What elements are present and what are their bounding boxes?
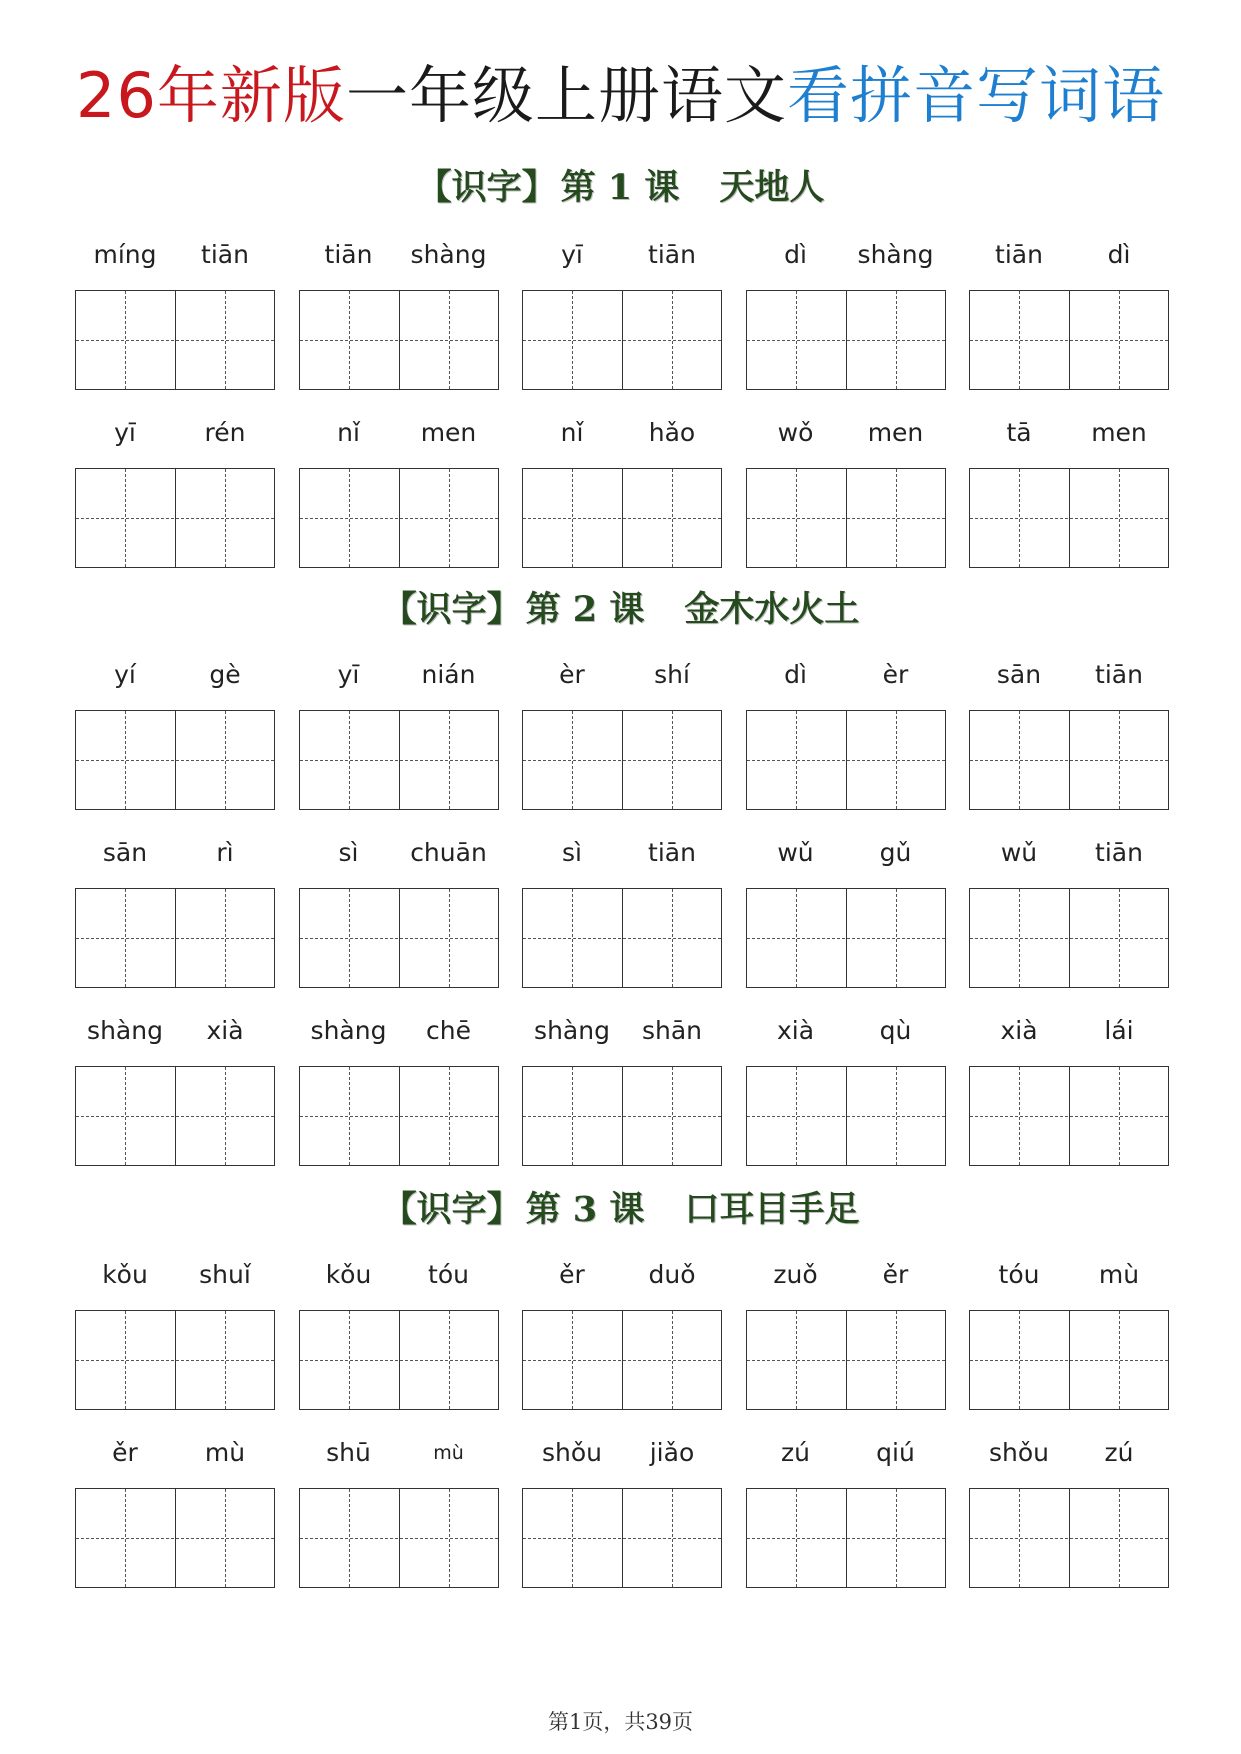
pinyin-label: tiān: [201, 240, 249, 269]
pinyin-label: tiān: [1095, 660, 1143, 689]
pinyin-label: gǔ: [879, 838, 912, 867]
pinyin-label: dì: [784, 660, 807, 689]
tianzige-box[interactable]: [746, 710, 946, 810]
pinyin-label: shàng: [410, 240, 487, 269]
word-cell: [522, 1016, 722, 1166]
tianzige-box[interactable]: [299, 1488, 499, 1588]
tianzige-box[interactable]: [299, 710, 499, 810]
box-guide-line: [523, 1538, 721, 1539]
word-cell: [299, 838, 499, 988]
word-cell: [746, 838, 946, 988]
pinyin-label: sì: [338, 838, 359, 867]
box-guide-line: [523, 1360, 721, 1361]
word-cell: [75, 1260, 275, 1410]
box-guide-line: [300, 760, 498, 761]
tianzige-box[interactable]: [299, 468, 499, 568]
box-guide-line: [523, 938, 721, 939]
pinyin-label: shàng: [87, 1016, 163, 1045]
tianzige-box[interactable]: [299, 290, 499, 390]
box-guide-line: [300, 518, 498, 519]
pinyin-label: yī: [337, 660, 360, 689]
word-cell: [746, 1016, 946, 1166]
pinyin-label: rì: [216, 838, 234, 867]
word-cell: [522, 240, 722, 390]
pinyin-label: shuǐ: [199, 1260, 251, 1289]
tianzige-box[interactable]: [299, 1066, 499, 1166]
box-guide-line: [300, 1360, 498, 1361]
pinyin-label: nián: [421, 660, 476, 689]
word-cell: [969, 838, 1169, 988]
box-guide-line: [523, 760, 721, 761]
lesson-heading-1: [0, 166, 1241, 210]
title-part-red: 26年新版: [76, 59, 346, 132]
pinyin-label: ěr: [882, 1260, 909, 1289]
tianzige-box[interactable]: [522, 888, 722, 988]
pinyin-label: zuǒ: [773, 1260, 818, 1289]
word-cell: [969, 660, 1169, 810]
pinyin-label: yī: [561, 240, 583, 269]
pinyin-label: tóu: [998, 1260, 1040, 1289]
pinyin-label: men: [420, 418, 477, 447]
pinyin-label: dì: [1107, 240, 1131, 269]
box-guide-line: [300, 1116, 498, 1117]
word-cell: [522, 838, 722, 988]
box-guide-line: [970, 1360, 1168, 1361]
word-cell: [299, 660, 499, 810]
pinyin-label: mù: [1098, 1260, 1140, 1289]
lesson-name: 天地人: [719, 167, 825, 208]
tianzige-box[interactable]: [969, 888, 1169, 988]
lesson-heading-2: [0, 588, 1241, 632]
pinyin-label: tiān: [995, 240, 1043, 269]
box-guide-line: [76, 518, 274, 519]
box-guide-line: [76, 1538, 274, 1539]
pinyin-label: dì: [784, 240, 807, 269]
pinyin-label: rén: [204, 418, 246, 447]
pinyin-label: èr: [882, 660, 909, 689]
pinyin-label: xià: [776, 1016, 815, 1045]
word-cell: [522, 418, 722, 568]
pinyin-label: mù: [433, 1442, 464, 1464]
word-cell: [969, 1438, 1169, 1588]
word-cell: [75, 838, 275, 988]
tianzige-box[interactable]: [746, 888, 946, 988]
box-guide-line: [970, 760, 1168, 761]
box-guide-line: [970, 340, 1168, 341]
box-guide-line: [300, 938, 498, 939]
pinyin-label: xià: [1000, 1016, 1038, 1045]
pinyin-label: sān: [102, 838, 148, 867]
word-cell: [746, 660, 946, 810]
tianzige-box[interactable]: [522, 468, 722, 568]
pinyin-label: shàng: [310, 1016, 387, 1045]
box-guide-line: [970, 938, 1168, 939]
pinyin-label: sān: [996, 660, 1042, 689]
pinyin-label: zú: [1104, 1438, 1134, 1467]
lesson-number: 第 3 课: [525, 1189, 645, 1230]
tianzige-box[interactable]: [299, 1310, 499, 1410]
box-guide-line: [76, 1360, 274, 1361]
tianzige-box[interactable]: [522, 1310, 722, 1410]
word-cell: [746, 240, 946, 390]
tianzige-box[interactable]: [522, 1488, 722, 1588]
word-cell: [75, 660, 275, 810]
pinyin-label: gè: [209, 660, 241, 689]
pinyin-label: wǒ: [777, 418, 814, 447]
word-cell: [522, 660, 722, 810]
box-guide-line: [76, 340, 274, 341]
pinyin-label: shǒu: [988, 1438, 1049, 1467]
pinyin-label: chē: [426, 1016, 471, 1045]
lesson-category: 【识字】: [381, 589, 522, 630]
word-cell: [969, 1260, 1169, 1410]
word-cell: [969, 240, 1169, 390]
lesson-category: 【识字】: [381, 1189, 522, 1230]
title-part-blue: 看拼音写词语: [786, 59, 1165, 132]
pinyin-label: yī: [114, 418, 136, 447]
box-guide-line: [300, 1538, 498, 1539]
pinyin-label: zú: [781, 1438, 810, 1467]
pinyin-label: yí: [114, 660, 136, 689]
box-guide-line: [76, 760, 274, 761]
lesson-name: 口耳目手足: [684, 1189, 860, 1230]
word-cell: [522, 1260, 722, 1410]
pinyin-label: tiān: [648, 240, 696, 269]
pinyin-label: hǎo: [648, 418, 696, 447]
pinyin-label: èr: [559, 660, 585, 689]
pinyin-label: wǔ: [777, 838, 814, 867]
word-cell: [75, 1016, 275, 1166]
tianzige-box[interactable]: [75, 710, 275, 810]
box-guide-line: [523, 518, 721, 519]
box-guide-line: [747, 1538, 945, 1539]
word-cell: [969, 418, 1169, 568]
box-guide-line: [747, 340, 945, 341]
tianzige-box[interactable]: [746, 290, 946, 390]
pinyin-label: kǒu: [325, 1260, 372, 1289]
word-cell: [75, 1438, 275, 1588]
pinyin-label: sì: [562, 838, 582, 867]
word-cell: [299, 1016, 499, 1166]
box-guide-line: [523, 1116, 721, 1117]
tianzige-box[interactable]: [75, 290, 275, 390]
box-guide-line: [747, 1116, 945, 1117]
tianzige-box[interactable]: [969, 710, 1169, 810]
pinyin-label: tiān: [648, 838, 696, 867]
tianzige-box[interactable]: [522, 290, 722, 390]
pinyin-label: shí: [654, 660, 690, 689]
pinyin-label: shān: [641, 1016, 703, 1045]
box-guide-line: [970, 1116, 1168, 1117]
tianzige-box[interactable]: [969, 1066, 1169, 1166]
pinyin-label: nǐ: [560, 418, 584, 447]
word-cell: [75, 418, 275, 568]
lesson-name: 金木水火土: [684, 589, 860, 630]
box-guide-line: [76, 938, 274, 939]
box-guide-line: [300, 340, 498, 341]
page-title: [0, 58, 1241, 134]
pinyin-label: míng: [93, 240, 157, 269]
pinyin-label: chuān: [410, 838, 487, 867]
lesson-number: 第 1 课: [560, 167, 680, 208]
pinyin-label: lái: [1104, 1016, 1134, 1045]
box-guide-line: [970, 518, 1168, 519]
box-guide-line: [747, 1360, 945, 1361]
lesson-number: 第 2 课: [525, 589, 645, 630]
tianzige-box[interactable]: [75, 1310, 275, 1410]
tianzige-box[interactable]: [522, 1066, 722, 1166]
word-cell: [746, 418, 946, 568]
pinyin-label: qiú: [876, 1438, 915, 1467]
tianzige-box[interactable]: [969, 1488, 1169, 1588]
pinyin-label: men: [867, 418, 924, 447]
tianzige-box[interactable]: [746, 468, 946, 568]
pinyin-label: shàng: [857, 240, 934, 269]
pinyin-label: wǔ: [1000, 838, 1038, 867]
word-cell: [299, 418, 499, 568]
pinyin-label: tiān: [324, 240, 373, 269]
word-cell: [746, 1438, 946, 1588]
pinyin-label: ěr: [559, 1260, 585, 1289]
tianzige-box[interactable]: [75, 468, 275, 568]
pinyin-label: shū: [326, 1438, 371, 1467]
tianzige-box[interactable]: [969, 1310, 1169, 1410]
tianzige-box[interactable]: [746, 1066, 946, 1166]
pinyin-label: tā: [1006, 418, 1032, 447]
box-guide-line: [747, 938, 945, 939]
pinyin-label: duǒ: [648, 1260, 696, 1289]
word-cell: [746, 1260, 946, 1410]
pinyin-label: nǐ: [337, 418, 360, 447]
pinyin-label: tiān: [1095, 838, 1143, 867]
tianzige-box[interactable]: [969, 290, 1169, 390]
box-guide-line: [747, 760, 945, 761]
tianzige-box[interactable]: [746, 1488, 946, 1588]
pinyin-label: kǒu: [102, 1260, 148, 1289]
tianzige-box[interactable]: [75, 1488, 275, 1588]
pinyin-label: xià: [206, 1016, 244, 1045]
pinyin-label: men: [1091, 418, 1147, 447]
pinyin-label: qù: [879, 1016, 912, 1045]
box-guide-line: [747, 518, 945, 519]
page-footer: 第1页，共39页: [547, 1710, 694, 1734]
pinyin-label: shǒu: [541, 1438, 602, 1467]
word-cell: [299, 1260, 499, 1410]
tianzige-box[interactable]: [969, 468, 1169, 568]
pinyin-label: ěr: [112, 1438, 138, 1467]
lesson-heading-3: [0, 1188, 1241, 1232]
title-part-black: 一年级上册语文: [345, 59, 787, 132]
box-guide-line: [523, 340, 721, 341]
tianzige-box[interactable]: [75, 888, 275, 988]
pinyin-label: mù: [204, 1438, 246, 1467]
pinyin-label: shàng: [534, 1016, 610, 1045]
box-guide-line: [76, 1116, 274, 1117]
tianzige-box[interactable]: [746, 1310, 946, 1410]
tianzige-box[interactable]: [522, 710, 722, 810]
pinyin-label: tóu: [428, 1260, 469, 1289]
tianzige-box[interactable]: [75, 1066, 275, 1166]
word-cell: [522, 1438, 722, 1588]
word-cell: [299, 240, 499, 390]
word-cell: [75, 240, 275, 390]
tianzige-box[interactable]: [299, 888, 499, 988]
lesson-category: 【识字】: [416, 167, 557, 208]
pinyin-label: jiǎo: [649, 1438, 695, 1467]
word-cell: [969, 1016, 1169, 1166]
box-guide-line: [970, 1538, 1168, 1539]
word-cell: [299, 1438, 499, 1588]
